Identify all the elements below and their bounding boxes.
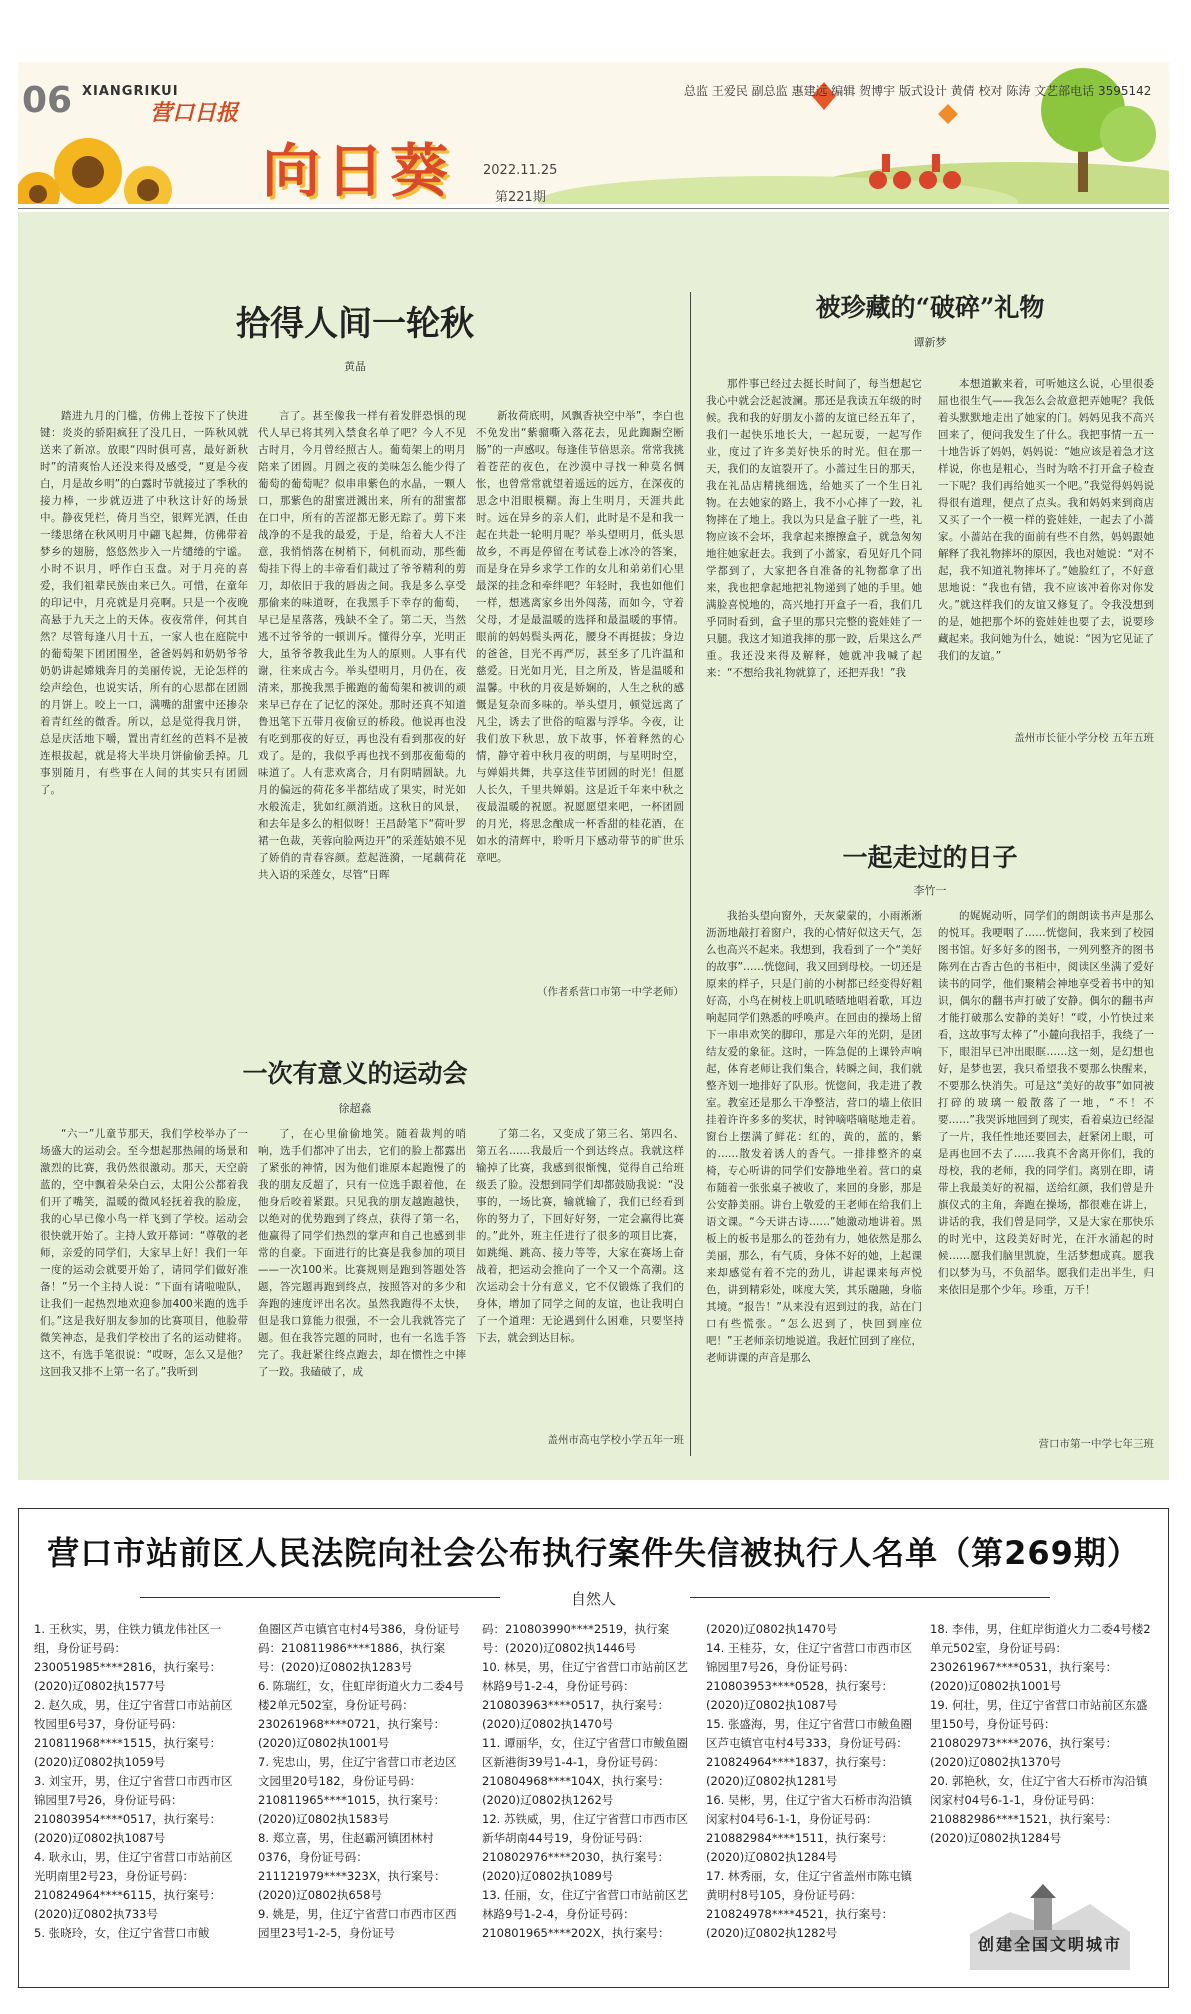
article-author: 李竹一 [913, 884, 947, 897]
article-title: 被珍藏的“破碎”礼物 [815, 293, 1045, 322]
article-title: 一次有意义的运动会 [242, 1059, 468, 1088]
notice-list-column: 1. 王秋实，男，住铁力镇龙伟社区一组，身份证号码：230051985****2816，执行案号：(2020)辽0802执1577号 2. 赵久成，男，住辽宁省营口市站前区牧园里6号37，身份证号码：210811968****1515，执行案号：(2020)辽0802执1059号 3. 刘宝开，男，住辽宁省营口市西市区锦园里7号26，身份证号码：210803954****0517，执行案号：(2020)辽0802执1087号 4. 耿永山，男，住辽宁省营口市站前区光明南里2号23，身份证号码：210824964****6115，执行案号：(2020)辽0802执733号 5. 张晓玲，女，住辽宁省营口市鲅 [34, 1622, 233, 1940]
article-text: “六一”儿童节那天，我们学校举办了一场盛大的运动会。至今想起那热闹的场景和激烈的比赛，我仍然很激动。那天，天空蔚蓝的，空中飘着朵朵白云，太阳公公都着我们开了嘴笑，温暖的微风轻抚着我的脸庞，我的心早已像小鸟一样飞到了学校。运动会很快就开始了。主持人致开幕词：“尊敬的老师，亲爱的同学们，大家早上好！我们一年一度的运动会就要开始了，请同学们做好准备！”另一个主持人说：“下面有请啦啦队，让我们一起热烈地欢迎参加400米跑的选手们。”这是我好朋友参加的比赛项目，他脸带微笑神态，是我们学校出了名的运动健将。这不，有选手笔很说：“哎呀，怎么又是他？这回我又排不上第一名了。”我听到 [40, 1128, 248, 1378]
pagoda-icon [950, 1874, 1150, 1974]
column-divider [690, 292, 691, 1456]
edition-number: 第221期 [495, 190, 546, 205]
column-pinyin: XIANGRIKUI [82, 84, 179, 99]
civilized-city-seal [950, 1874, 1150, 1974]
article-title: 一起走过的日子 [842, 843, 1018, 872]
article-text: 踏进九月的门槛，仿佛上苍按下了快进键：炎炎的骄阳疯狂了没几日，一阵秋风就送来了新凉。放眼“四时俱可喜，最好新秋时”的清爽怡人还没来得及感受，“夏是今夜白，月是故乡明”的白露时节就接过了季秋的接力棒，一步就迈进了中秋这计好的场景中。静夜凭栏，倚月当空，银辉光洒，任由一缕思绪在秋风明月中翩飞起舞，仿佛带着梦乡的翅膀，悠悠然步入一片缱绻的宁谧。小时不识月，呼作白玉盘。对于月亮的喜爱，我们祖辈民族由来已久。可惜，在童年的印记中，月亮就是月亮啊。只是一个夜晚高悬于九天之上的天体。夜夜常伴，何其自然？尽管每逢八月十五，一家人也在庭院中的葡萄架下团团围坐，爸爸妈妈和奶奶爷爷奶奶讲起嫦娥奔月的美丽传说，无论怎样的绘声绘色，也说实话，所有的心思都在团圆的月饼上。咬上一口，满嘴的甜蜜中还掺杂着青红丝的微香。所以，总是觉得我月饼，总是庆活地下嚼，置出青红丝的芭料不是被连根拔起，就是将大半块月饼偷偷丢掉。几事别随月，有些事在人间的其实只有团圆了。 [40, 410, 248, 796]
article-text: 那件事已经过去挺长时间了，每当想起它我心中就会泛起波澜。那还是我读五年级的时候。我和我的好朋友小蔷的友谊已经五年了，我们一起快乐地长大，一起玩耍，一起写作业，度过了许多美好快乐的时光。但在那一天，我们的友谊裂开了。小蔷过生日的那天，我在礼品店精挑细选，给她买了一个生日礼物。在去她家的路上，我不小心摔了一跤，礼物摔在了地上。我以为只是盒子脏了一些，礼物应该不会坏，我拿起来擦擦盒子，就急匆匆地往她家赶去。我到了小蔷家，看见好几个同学都到了，大家把各自准备的礼物都拿了出来，我也把拿起地把礼物递到了她的手里。她满脸喜悦地的，高兴地打开盒子一看，我们几乎同时看到，盒子里的那只完整的瓷娃娃了一只腿。我这才知道我摔的那一跤，后果这么严重。我还没来得及解释，她就冲我喊了起来：“不想给我礼物就算了，还把弄我！”我 [706, 378, 922, 679]
notice-title: 营口市站前区人民法院向社会公布执行案件失信被执行人名单（第269期） [47, 1534, 1140, 1572]
seal-text: 创建全国文明城市 [977, 1935, 1122, 1954]
article-signature: （作者系营口市第一中学老师） [537, 986, 684, 998]
article-text: 了第二名，又变成了第三名、第四名、第五名……我最后一个到达终点。我就这样输掉了比赛，我感到很惭愧，觉得自己给班级丢了脸。没想到同学们却都鼓励我说：“没事的，一场比赛，输就输了，我们已经看到你的努力了，下回好好努，一定会赢得比赛的。”此外，班主任进行了很多的项目比赛，如跳绳、跳高、接力等等，大家在赛场上奋战着，把运动会推向了一个又一个高潮。这次运动会十分有意义，它不仅锻炼了我们的身体，增加了同学之间的友谊，也让我明白了一个道理：无论遇到什么困难，只要坚持下去，就会到达目标。 [476, 1128, 684, 1344]
newspaper-logo: 营口日报 [150, 100, 239, 126]
subtitle-rule-right [690, 1597, 1050, 1598]
article-text: 新妆荷底明，风飘香袂空中举”，李白也不免发出“紫骝嘶入落花去，见此踟蹰空断肠”的一声感叹。每逢佳节倍思亲。常常我挑着苍茫的夜色，在沙漠中寻找一种莫名惆怅，也曾常常就望着遥远的远方，在深夜的思念中泪眼模糊。海上生明月，天涯共此时。远在异乡的亲人们，此时是不是和我一起在共赴一轮明月呢？举头望明月，低头思故乡，不再是停留在考试卷上冰冷的答案，而是身在异乡求学工作的女儿和弟弟们心里最深的挂念和牵绊吧？年轻时，我也如他们一样，想逃离家乡出外闯荡，而如今，守着父母，才是最温暖的选择和最温暖的事情。眼前的妈妈鬓头两花，腰身不再挺拔；身边的爸爸，目光不再严厉，甚至多了几许温和慈爱。日光如月光，目之所及，皆是温暖和温馨。中秋的月夜是娇娴的，人生之秋的感慨是复杂而多味的。举头望月，顿觉远离了凡尘，诱去了世俗的喧嚣与浮华。今夜，让我们放下秋思，放下故事，怀着释然的心情，静守着中秋月夜的明朗，与星明时空，与婵娟共舞，共享这佳节团圆的时光！但愿人长久，千里共婵娟。这是近千年来中秋之夜最温暖的祝愿。祝愿愿望来吧，一杯团圆的月光，将思念酿成一杯香甜的桂花酒，在如水的清辉中，聆听月下感动带节的旷世乐章吧。 [476, 410, 684, 864]
article-text: 言了。甚至像我一样有着发胖恐惧的现代人早已将其列入禁食名单了吧？今人不见古时月，今月曾经照古人。葡萄架上的明月陪来了团圆。月圆之夜的美味怎么能少得了葡萄的葡萄呢？似串串紫色的水晶，一颗人口，那紫色的甜蜜迸溅出来，所有的甜蜜都在口中，所有的苦涩都无影无踪了。剪下来战净的不是我的最爱，于是，给着大人不注意，我悄悄落在树梢下，伺机而动，那些葡萄挂下得上的丰帝看们裁过了爷爷精利的剪刀，却依旧于我的唇齿之间。我是多么享受那偷来的味道呀，在我黑手下幸存的葡萄，早已是星落落，残缺不全了。第二天，当然逃不过爷爷的一顿训斥。懂得分享，光明正大，虽爷爷教我此生为人的原则。人事有代谢，往来成古今。举头望明月，月仍在，夜清来，那挽我黑手搬跑的葡萄架和被训的顽来早已存在了记忆的深处。那时还真不知道鲁迅笔下五带月夜偷豆的桥段。他说再也没有吃到那夜的好豆，再也没有看到那夜的好戏了。是的，我似乎再也找不到那夜葡萄的味道了。人有悲欢离合，月有阴晴圆缺。九月的偏远的荷花多半都结成了果实，时光如水般流走，犹如红颜消逝。这秋日的风景，和去年是多么的相似呀！王昌龄笔下“荷叶罗裙一色裁，芙蓉向脸两边开”的采莲姑娘不见了娇俏的青春容颜。惹起涟漪，一尾藕荷花共入语的采莲女，尽管“日晖 [258, 410, 466, 881]
notice-list-column: 码：210803990****2519，执行案号：(2020)辽0802执1446号 10. 林昊，男，住辽宁省营口市站前区艺林路9号1-2-4，身份证号码：210803963****0517，执行案号：(2020)辽0802执1470号 11. 谭丽华，女，住辽宁省营口市鲅鱼圈区新港街39号1-4-1，身份证号码：210804968****104X，执行案号：(2020)辽0802执1262号 12. 苏铁威，男，住辽宁省营口市西市区新华胡南44号19，身份证号码：210802976****2030，执行案号：(2020)辽0802执1089号 13. 任丽，女，住辽宁省营口市站前区艺林路9号1-2-4，身份证号码：210801965****202X，执行案号： [482, 1622, 688, 1940]
article-author: 徐超淼 [338, 1102, 372, 1115]
notice-list-column: (2020)辽0802执1470号 14. 王桂芬，女，住辽宁省营口市西市区锦园里7号26，身份证号码：210803953****0528，执行案号：(2020)辽0802执1087号 15. 张盛海，男，住辽宁省营口市鲅鱼圈区芦屯镇官屯村4号333，身份证号码：210824964****1837，执行案号：(2020)辽0802执1281号 16. 吴彬，男，住辽宁省大石桥市沟沿镇闵家村04号6-1-1，身份证号码：210882984****1511，执行案号：(2020)辽0802执1284号 17. 林秀丽，女，住辽宁省盖州市陈屯镇黄明村8号105，身份证号码：210824978****4521，执行案号：(2020)辽0802执1282号 [706, 1622, 912, 1940]
article-author: 黄晶 [344, 360, 366, 373]
article-signature: 盖州市高屯学校小学五年一班 [547, 1434, 684, 1446]
article-signature: 盖州市长征小学分校 五年五班 [1014, 732, 1154, 744]
staff-credits: 总监 王爱民 副总监 惠建远 编辑 贺博宇 版式设计 黄倩 校对 陈涛 文艺部电话 3595142 [684, 84, 1152, 98]
notice-list-column: 鱼圈区芦屯镇官屯村4号386，身份证号码：210811986****1886，执行案号：(2020)辽0802执1283号 6. 陈瑞红，女，住虹岸街道火力二委4号楼2单元502室，身份证号码：230261968****0721，执行案号：(2020)辽0802执1001号 7. 宪忠山，男，住辽宁省营口市老边区文园里20号182，身份证号码：210811965****1015，执行案号：(2020)辽0802执1583号 8. 郑立喜，男，住赵霸河镇团林村0376，身份证号码：211121979****323X，执行案号：(2020)辽0802执658号 9. 姚是，男，住辽宁省营口市西市区西园里23号1-2-5，身份证号 [258, 1622, 464, 1940]
masthead-divider [18, 208, 1169, 209]
edition-date: 2022.11.25 [483, 163, 558, 178]
article-text: 本想道歉来着，可听她这么说，心里很委屈也很生气——我怎么会故意把弄她呢？我低着头默默地走出了她家的门。妈妈见我不高兴回来了，便问我发生了什么。我把事情一五一十地告诉了妈妈，妈妈说：“她应该是着急才这样说，你也是粗心，当时为啥不打开盒子检查一下呢？我们再给她买一个吧。”我觉得妈妈说得很有道理，便点了点头。我和妈妈来到商店又买了一个一模一样的瓷娃娃，一起去了小蔷家。小蔷站在我的面前有些不自然，妈妈跟她解释了我礼物摔坏的原因，我也对她说：“对不起，我不知道礼物摔坏了。”她脸红了，不好意思地说：“我也有错，我不应该冲着你对你发火。”就这样我们的友谊又修复了。令我没想到的是，她把那个坏的瓷娃娃也要了去，说要珍藏起来。我问她为什么，她说：“因为它见证了我们的友谊。” [938, 378, 1154, 662]
article-title: 拾得人间一轮秋 [236, 304, 474, 344]
article-signature: 营口市第一中学七年三班 [1038, 1438, 1154, 1450]
notice-list-column: 18. 李伟，男，住虹岸街道火力二委4号楼2单元502室，身份证号码：230261967****0531，执行案号：(2020)辽0802执1001号 19. 何壮，男，住辽宁省营口市站前区东盛里150号，身份证号码：210802973****2076，执行案号：(2020)辽0802执1370号 20. 郭艳秋，女，住辽宁省大石桥市沟沿镇闵家村04号6-1-1，身份证号码：210882986****1521，执行案号：(2020)辽0802执1284号 [930, 1622, 1151, 1845]
article-author: 谭新梦 [913, 336, 947, 349]
subtitle-rule-left [140, 1597, 500, 1598]
article-text: 的娓娓动听，同学们的朗朗读书声是那么的悦耳。我哽咽了……恍惚间，我来到了校园图书馆。好多好多的图书，一列列整齐的图书陈列在古香古色的书柜中，阅读区坐满了爱好读书的同学，他们聚精会神地享受着书中的知识，偶尔的翻书声打破了安静。偶尔的翻书声才能打破那么安静的美好！“哎，小竹快过来看，这故事写太棒了”小麓向我招手，我绕了一下，眼泪早已冲出眼眶……这一刻，是幻想也好，是梦也罢，我只希望我不要那么快醒来，不要那么快消失。可是这“美好的故事”如同被打碎的玻璃一般散落了一地，“不！不要……”我哭诉地回到了现实，看着桌边已经湿了一片，我任性地还要回去，赶紧闭上眼，可是再也回不去了……我真不舍离开你们，我的母校，我的老师，我的同学们。离别在即，请带上我最美好的祝福，送给红颜，我们曾是升旗仪式的主角，奔跑在操场，都很难在讲上，讲话的我，我们曾是同学，又是大家在那快乐的时光中，这段美好时光，在汗水涌起的时候……愿我们脑里凯旋，生活梦想成真。愿我们以梦为马，不负韶华。愿我们走出半生，归来依旧是那个少年。珍重，万千！ [938, 910, 1154, 1296]
article-text: 我抬头望向窗外，天灰蒙蒙的，小雨淅淅沥沥地敲打着窗户，我的心情好似这天气，怎么也高兴不起来。我想到，我看到了一个“美好的故事”……恍惚间，我又回到母校。一切还是原来的样子，只是门前的小树都已经变得好粗好高，小鸟在树枝上叽叽喳喳地唱着歌，耳边响起同学们熟悉的呼唤声。在回由的操场上留下一串串欢笑的脚印，那是六年的光阴，是团结友爱的象征。这时，一阵急促的上课铃声响起，体育老师让我们集合，转瞬之间，我们就整齐划一地排好了队形。恍惚间，我走进了教室。教室还是那么干净整洁，营口的墙上依旧挂着许许多多的奖状，时钟嘀嗒嘀哒地走着。窗台上摆满了鲜花：红的，黄的，蓝的，紫的……散发着诱人的香气。一排排整齐的桌椅，专心听讲的同学们安静地坐着。营口的桌布随着一张张桌子被收了，来回的身影，那是公安静美丽。讲台上敬爱的王老师在给我们上语文课。“今天讲古诗……”她激动地讲着。黑板上的板书是那么的苍劲有力，她依然是那么美丽，那么，有气质，身体不好的她，上起课来却感觉有着不完的劲儿，讲起课来每声悦色，讲到精彩处，咪度大笑，其乐融融，身临其境。“报告！”从来没有迟到过的我，站在门口有些慌张。“怎么迟到了，快回到座位吧！”王老师亲切地说道。我赶忙回到了座位，老师讲课的声音是那么 [706, 910, 922, 1364]
article-text: 了，在心里偷偷地笑。随着裁判的哨响，选手们都冲了出去，它们的脸上都露出了紧张的神情，因为他们谁原本起跑慢了的我的朋友反超了，只有一位选手跟着他，在他身后咬着紧跟。只见我的朋友越跑越快，以绝对的优势跑到了终点，获得了第一名，他赢得了同学们热烈的掌声和自己也感到非常的自豪。下面进行的比赛是我参加的项目——一次100米。比赛规则是跑到答题处答题，答完题再跑到终点，按照答对的多少和奔跑的速度评出名次。虽然我跑得不太快，但是我口算能力很强，不一会儿我就答完了题。但在我答完题的同时，也有一名选手答完了。我赶紧往终点跑去，却在惯性之中摔了一跤。我磕破了，成 [258, 1128, 466, 1378]
page-number: 06 [22, 80, 73, 121]
column-title: 向日葵 [262, 137, 455, 205]
notice-subtitle: 自然人 [570, 1590, 616, 1608]
